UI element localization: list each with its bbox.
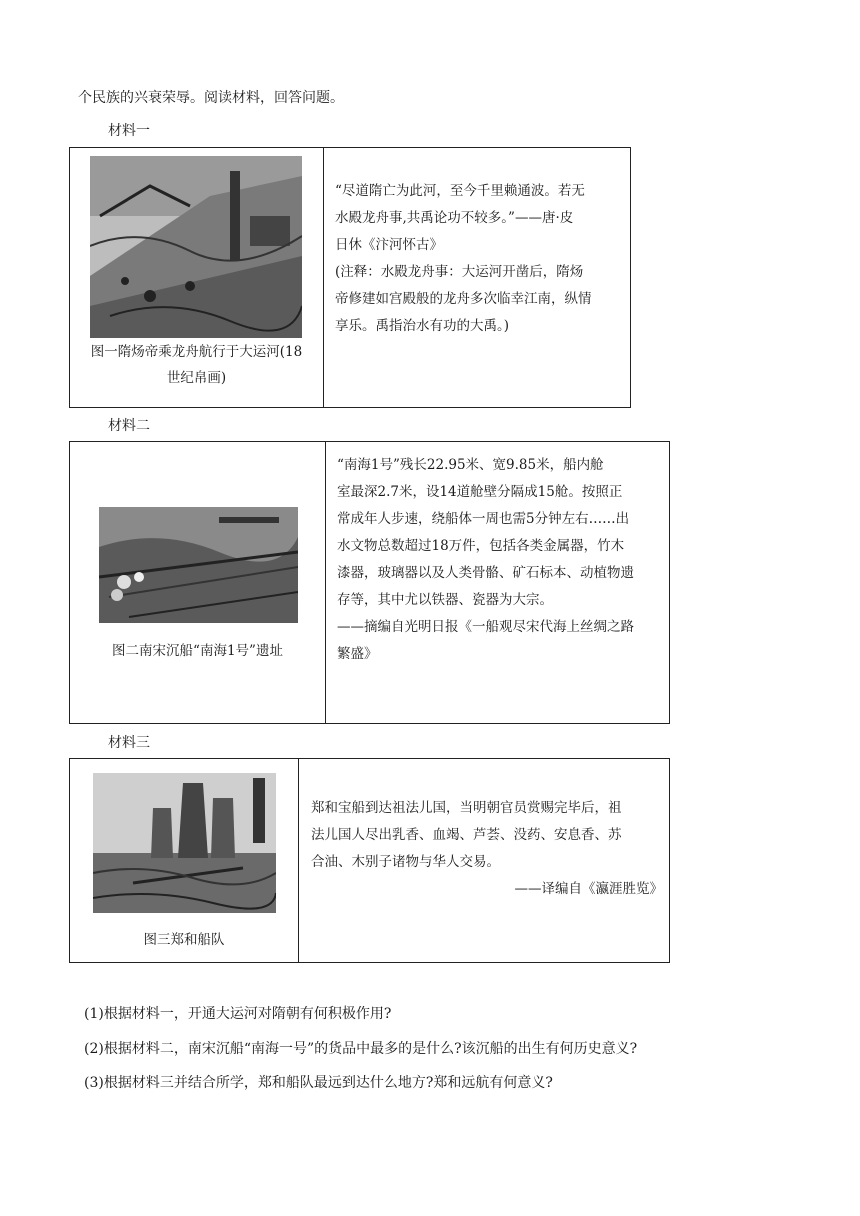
material-1-table	[69, 147, 631, 408]
material-1-text: “尽道隋亡为此河，至今千里赖通波。若无 水殿龙舟事,共禹论功不较多。”——唐·皮 日休《汴河怀古》 (注释：水殿龙舟事：大运河开凿后，隋炀 帝修建如宫殿般的龙舟多次临幸江南，纵情 享乐。禹指治水有功的大禹。)	[335, 183, 592, 334]
material-2-caption: 图二南宋沉船“南海1号”遗址	[112, 643, 283, 659]
material-2-label: 材料二	[108, 418, 150, 434]
material-2-table	[69, 441, 670, 724]
intro-text: 个民族的兴衰荣辱。阅读材料，回答问题。	[78, 90, 344, 106]
material-3-caption: 图三郑和船队	[143, 932, 225, 948]
dragon-boat-painting-image	[90, 156, 302, 338]
material-2-text: “南海1号”残长22.95米、宽9.85米，船内舱 室最深2.7米，设14道舱壁分隔成15舱。按照正 常成年人步速，绕船体一周也需5分钟左右……出 水文物总数超过18万件，包括各类金属器，竹木 漆器，玻璃器以及人类骨骼、矿石标本、动植物遗 存等，其中尤以铁器、瓷器为大宗。 ——摘编自光明日报《一船观尽宋代海上丝绸之路 繁盛》	[337, 457, 634, 662]
question-3: (3)根据材料三并结合所学，郑和船队最远到达什么地方?郑和远航有何意义?	[84, 1075, 553, 1091]
material-3-text: 郑和宝船到达祖法儿国，当明朝官员赏赐完毕后，祖 法儿国人尽出乳香、血竭、芦荟、没药、安息香、苏 合油、木别子诸物与华人交易。 ——译编自《瀛涯胜览》	[311, 795, 663, 903]
material-1-label: 材料一	[108, 123, 150, 139]
shipwreck-site-image	[99, 507, 298, 623]
zheng-he-fleet-image	[93, 773, 276, 913]
question-1: (1)根据材料一，开通大运河对隋朝有何积极作用?	[84, 1006, 392, 1022]
material-3-source: ——译编自《瀛涯胜览》	[514, 881, 663, 897]
question-2: (2)根据材料二，南宋沉船“南海一号”的货品中最多的是什么?该沉船的出生有何历史意义?	[84, 1041, 638, 1057]
material-3-label: 材料三	[108, 735, 150, 751]
material-3-table	[69, 758, 670, 963]
material-1-caption: 图一隋炀帝乘龙舟航行于大运河(18 世纪帛画)	[90, 344, 303, 386]
